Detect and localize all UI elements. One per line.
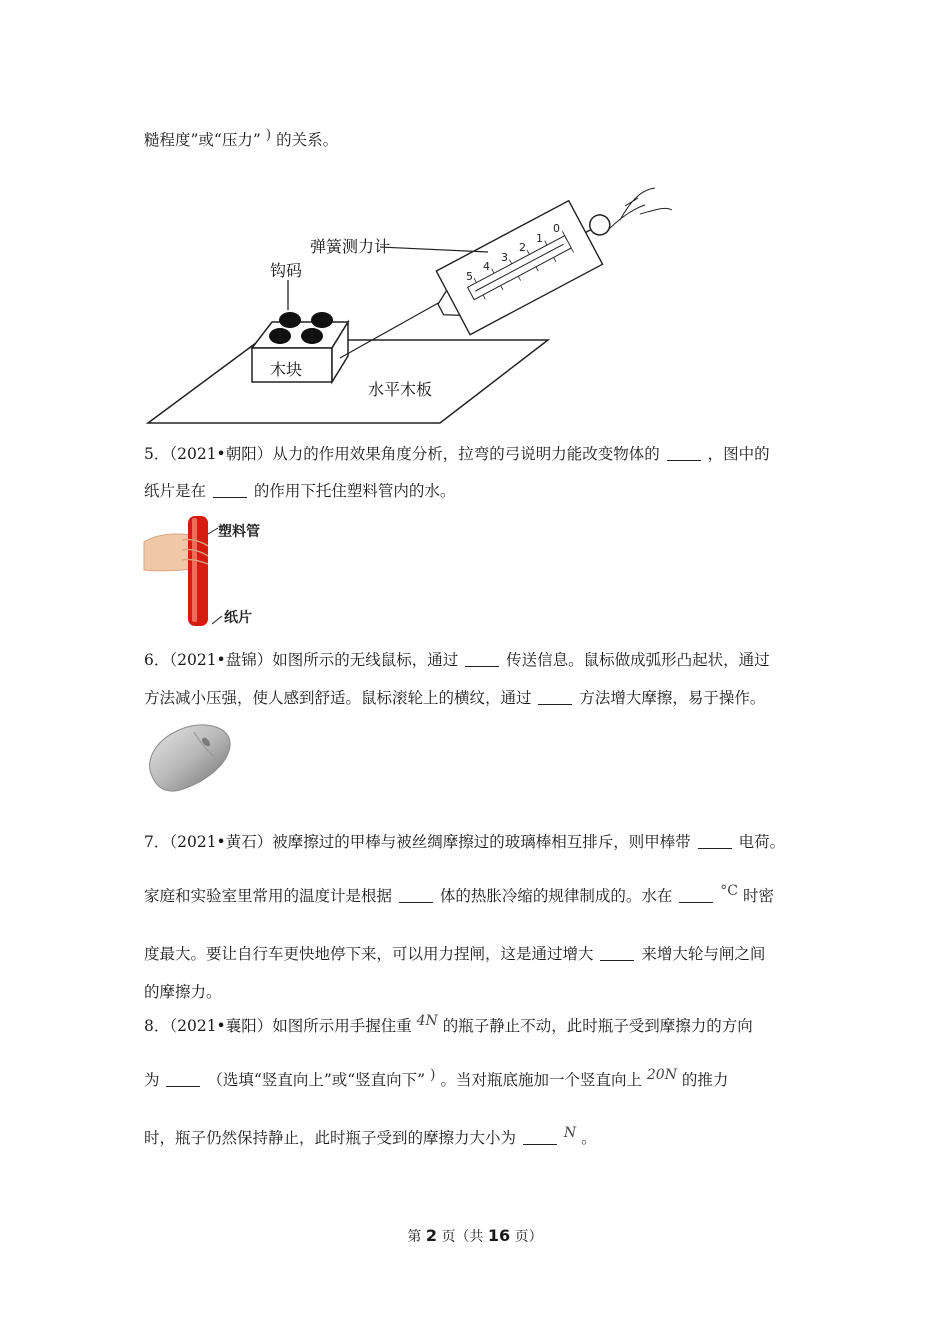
tube-label: 塑料管 xyxy=(218,524,260,540)
q6-text-a: 6．（2021•盘锦）如图所示的无线鼠标，通过 xyxy=(144,651,459,669)
q5-line2 xyxy=(144,481,455,501)
q6-text-c: 方法减小压强，使人感到舒适。鼠标滚轮上的横纹，通过 xyxy=(144,689,532,707)
q8-text-g: 时，瓶子仍然保持静止，此时瓶子受到的摩擦力大小为 xyxy=(144,1129,517,1147)
q7-blank-2[interactable] xyxy=(399,888,433,903)
friction-experiment-figure xyxy=(140,180,680,430)
scale-tick-2: 2 xyxy=(519,241,526,254)
q6-text-d: 方法增大摩擦，易于操作。 xyxy=(579,689,766,707)
q5-blank-2[interactable] xyxy=(213,483,247,498)
footer-mid: 页（共 xyxy=(441,1229,484,1245)
q8-blank-1[interactable] xyxy=(166,1072,200,1087)
spring-scale-label: 弹簧测力计 xyxy=(310,237,391,256)
q5-text-a: 5．（2021•朝阳）从力的作用效果角度分析，拉弯的弓说明力能改变物体的 xyxy=(144,445,660,463)
plastic-tube-figure xyxy=(142,512,282,630)
q5-line1 xyxy=(144,444,770,464)
q6-line2 xyxy=(144,688,765,708)
q7-text-c: 家庭和实验室里常用的温度计是根据 xyxy=(144,887,393,905)
q7-text-f: 度最大。要让自行车更快地停下来，可以用力捏闸，这是通过增大 xyxy=(144,945,594,963)
weight-3 xyxy=(269,328,291,344)
q6-blank-1[interactable] xyxy=(465,652,499,667)
q8-text-a: 8．（2021•襄阳）如图所示用手握住重 xyxy=(144,1017,412,1035)
string-line xyxy=(340,302,440,358)
scale-tick-0: 0 xyxy=(553,222,560,235)
q5-blank-1[interactable] xyxy=(667,446,701,461)
q8-text-e: 。当对瓶底施加一个竖直向上 xyxy=(440,1071,642,1089)
footer-page-number: 2 xyxy=(425,1226,437,1245)
footer-suffix: 页） xyxy=(514,1229,543,1245)
q8-blank-2[interactable] xyxy=(523,1130,557,1145)
tube-shape xyxy=(188,516,208,626)
scale-tick-3: 3 xyxy=(501,251,508,264)
q8-text-h: 。 xyxy=(581,1129,597,1147)
q8-text-d: （选填“竖直向上”或“竖直向下” xyxy=(207,1071,426,1089)
intro-paren: ) xyxy=(265,127,272,143)
q7-blank-1[interactable] xyxy=(698,834,732,849)
weight-label: 钩码 xyxy=(270,261,303,280)
mouse-body xyxy=(150,725,231,791)
q5-text-b: ，图中的 xyxy=(707,445,770,463)
page-footer xyxy=(0,1226,950,1246)
q5-text-d: 的作用下托住塑料管内的水。 xyxy=(253,482,456,500)
q7-line2 xyxy=(144,883,774,907)
q5-text-c: 纸片是在 xyxy=(144,482,207,500)
q7-line1 xyxy=(144,832,785,852)
q7-blank-3[interactable] xyxy=(679,888,713,903)
q7-text-g: 来增大轮与闸之间 xyxy=(641,945,766,963)
intro-line xyxy=(144,127,339,151)
q7-line3 xyxy=(144,944,765,964)
scale-tick-1: 1 xyxy=(536,232,543,245)
q7-blank-4[interactable] xyxy=(600,946,634,961)
q8-paren: ) xyxy=(430,1067,436,1083)
hand-sketch xyxy=(608,188,672,230)
q8-math-n: N xyxy=(563,1125,577,1141)
scale-tick-5: 5 xyxy=(466,270,473,283)
board-label: 水平木板 xyxy=(368,380,433,399)
intro-text-a: 糙程度”或“压力” xyxy=(144,131,261,149)
q8-text-f: 的推力 xyxy=(681,1071,729,1089)
block-label: 木块 xyxy=(270,360,303,379)
paper-label: 纸片 xyxy=(224,610,252,626)
q8-math-4n: 4N xyxy=(416,1013,438,1029)
q8-line2 xyxy=(144,1067,729,1091)
q6-blank-2[interactable] xyxy=(538,690,572,705)
q6-line1 xyxy=(144,650,770,670)
q7-text-b: 电荷。 xyxy=(738,833,786,851)
scale-tick-4: 4 xyxy=(483,260,490,273)
q7-text-d: 体的热胀冷缩的规律制成的。水在 xyxy=(439,887,673,905)
q7-text-e: 时密 xyxy=(742,887,774,905)
q7-celsius-unit: °C xyxy=(720,883,738,899)
q8-text-c: 为 xyxy=(144,1071,160,1089)
weight-1 xyxy=(279,312,301,328)
q6-text-b: 传送信息。鼠标做成弧形凸起状，通过 xyxy=(506,651,770,669)
weight-2 xyxy=(311,312,333,328)
q8-line3 xyxy=(144,1125,597,1149)
q7-line4: 的摩擦力。 xyxy=(144,983,222,1001)
q8-line1 xyxy=(144,1013,753,1037)
q7-text-a: 7．（2021•黄石）被摩擦过的甲棒与被丝绸摩擦过的玻璃棒相互排斥，则甲棒带 xyxy=(144,833,691,851)
intro-text-b: 的关系。 xyxy=(276,131,339,149)
q8-math-20n: 20N xyxy=(646,1067,677,1083)
footer-total-pages: 16 xyxy=(487,1226,511,1245)
q8-text-b: 的瓶子静止不动，此时瓶子受到摩擦力的方向 xyxy=(442,1017,753,1035)
weight-4 xyxy=(301,328,323,344)
wireless-mouse-figure xyxy=(144,720,236,796)
footer-prefix: 第 xyxy=(407,1229,422,1245)
